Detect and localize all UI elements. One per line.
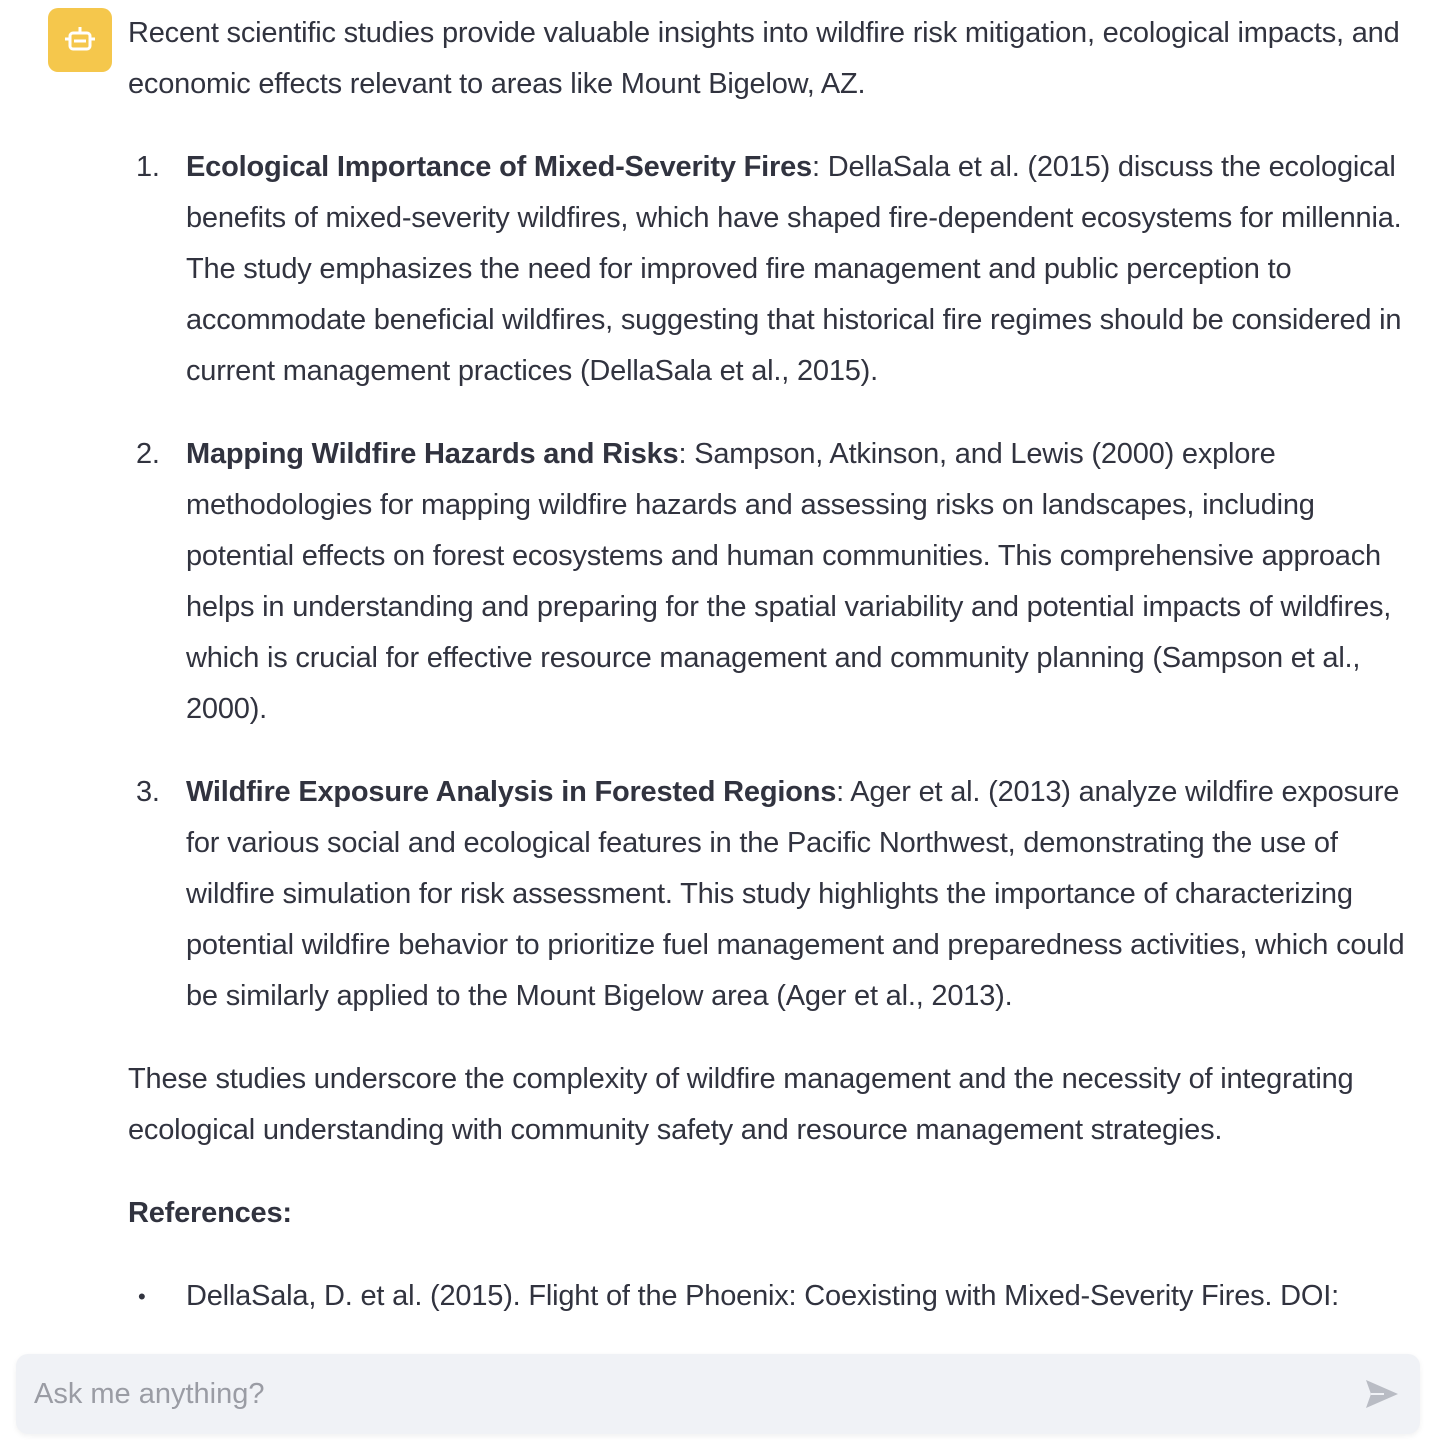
list-number: 1. — [136, 151, 160, 183]
list-item — [128, 142, 1428, 397]
references-heading: References: — [128, 1197, 292, 1229]
references-list — [128, 1271, 1428, 1322]
bullet-icon: • — [138, 1284, 146, 1309]
study-title: Wildfire Exposure Analysis in Forested Regions — [186, 776, 837, 808]
intro-paragraph: Recent scientific studies provide valuable insights into wildfire risk mitigation, ecological impacts, and economic effects relevant to areas like Mount Bigelow, AZ. — [128, 17, 1400, 100]
study-body: : Ager et al. (2013) analyze wildfire exposure for various social and ecological features in the Pacific Northwest, demonstrating the use of wildfire simulation for risk assessment. This study highlights the importance of characterizing potential wildfire behavior to prioritize fuel management and preparedness activities, which could be similarly applied to the Mount Bigelow area (Ager et al., 2013). — [186, 776, 1405, 1012]
assistant-avatar — [48, 8, 112, 72]
list-number: 3. — [136, 776, 160, 808]
study-body: : DellaSala et al. (2015) discuss the ecological benefits of mixed-severity wildfires, which have shaped fire-dependent ecosystems for millennia. The study emphasizes the need for improved fire management and public perception to accommodate beneficial wildfires, suggesting that historical fire regimes should be considered in current management practices (DellaSala et al., 2015). — [186, 151, 1402, 387]
conclusion-paragraph: These studies underscore the complexity of wildfire management and the necessity of integrating ecological understanding with community safety and resource management strategies. — [128, 1063, 1354, 1146]
study-body: : Sampson, Atkinson, and Lewis (2000) explore methodologies for mapping wildfire hazards and assessing risks on landscapes, including potential effects on forest ecosystems and human communities. This comprehensive approach helps in understanding and preparing for the spatial variability and potential impacts of wildfires, which is crucial for effective resource management and community planning (Sampson et al., 2000). — [186, 438, 1392, 725]
chat-input[interactable] — [16, 1354, 1316, 1434]
study-title: Mapping Wildfire Hazards and Risks — [186, 438, 679, 470]
message-content — [128, 8, 1428, 1322]
studies-list — [128, 142, 1428, 1022]
list-number: 2. — [136, 438, 160, 470]
reference-text: DellaSala, D. et al. (2015). Flight of the Phoenix: Coexisting with Mixed-Severity Fires. DOI: — [186, 1280, 1339, 1312]
send-icon — [1362, 1402, 1402, 1417]
send-button[interactable] — [1362, 1374, 1402, 1414]
list-item — [128, 429, 1428, 735]
list-item — [128, 1271, 1428, 1322]
robot-icon — [63, 23, 97, 57]
chat-input-bar — [16, 1354, 1420, 1434]
list-item — [128, 767, 1428, 1022]
study-title: Ecological Importance of Mixed-Severity Fires — [186, 151, 812, 183]
